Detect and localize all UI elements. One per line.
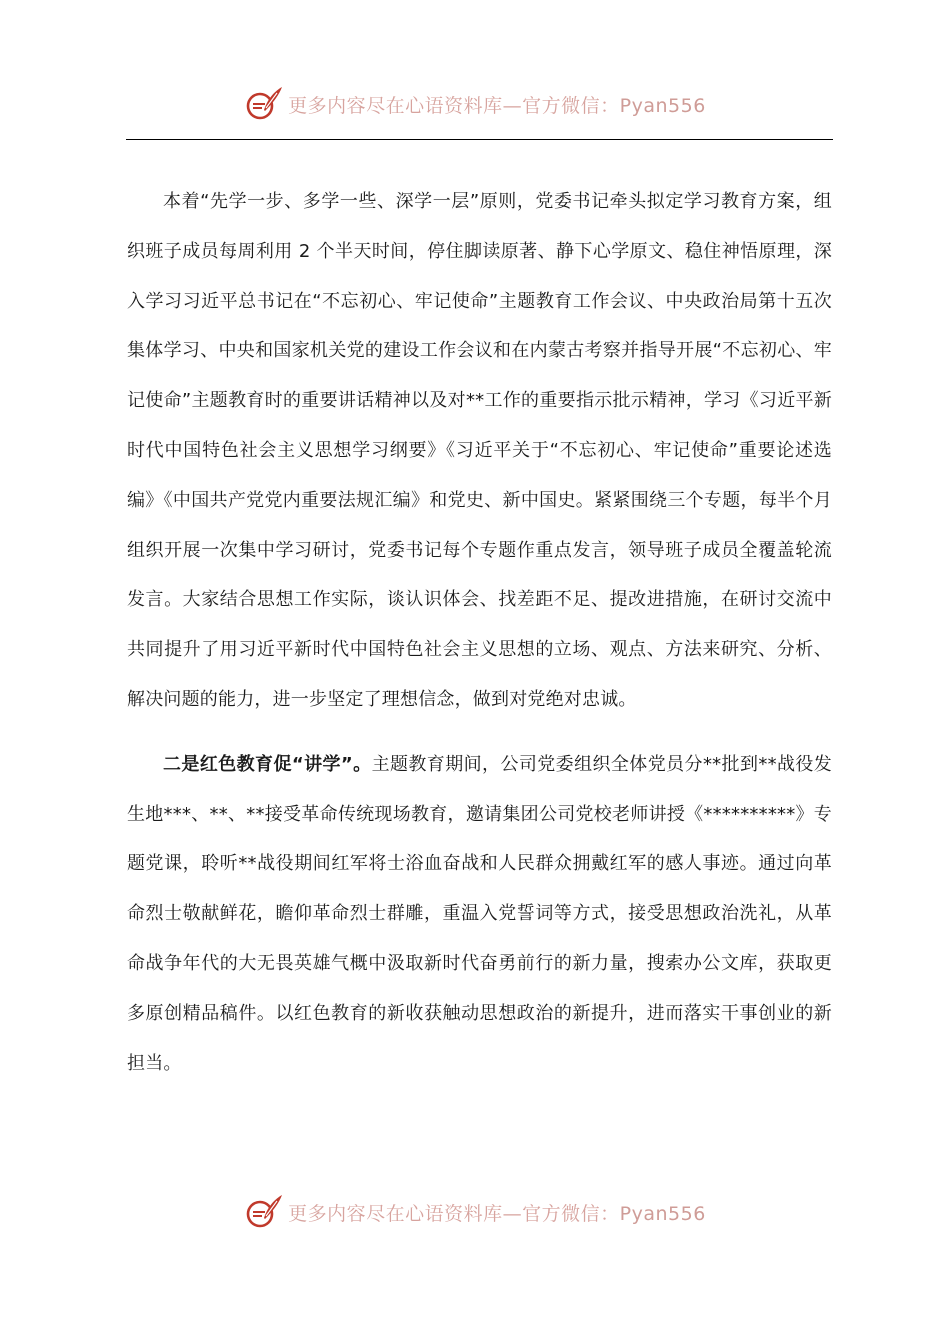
feather-pen-icon	[244, 84, 284, 124]
paragraph-text: 主题教育期间，公司党委组织全体党员分**批到**战役发生地***、**、**接受革命传统现场教育，邀请集团公司党校老师讲授《**********》专题党课，聆听**战役期间红军将士浴血奋战和人民群众拥戴红军的感人事迹。通过向革命烈士敬献鲜花，瞻仰革命烈士群雕，重温入党誓词等方式，接受思想政治洗礼，从革命战争年代的大无畏英雄气概中汲取新时代奋勇前行的新力量，搜索办公文库，获取更多原创精品稿件。以红色教育的新收获触动思想政治的新提升，进而落实干事创业的新担当。	[127, 753, 832, 1074]
header-banner-label: 更多内容尽在心语资料库—官方微信：	[288, 94, 620, 117]
footer-banner	[0, 1190, 950, 1234]
header-banner	[0, 82, 950, 126]
footer-banner-label: 更多内容尽在心语资料库—官方微信：	[288, 1202, 620, 1225]
document-body	[127, 177, 832, 1088]
paragraph-lead-heading: 二是红色教育促“讲学”。	[163, 753, 372, 775]
footer-banner-text	[288, 1199, 706, 1226]
paragraph-text: 本着“先学一步、多学一些、深学一层”原则，党委书记牵头拟定学习教育方案，组织班子成员每周利用 2 个半天时间，停住脚读原著、静下心学原文、稳住神悟原理，深入学习习近平总书记在“不忘初心、牢记使命”主题教育工作会议、中央政治局第十五次集体学习、中央和国家机关党的建设工作会议和在内蒙古考察并指导开展“不忘初心、牢记使命”主题教育时的重要讲话精神以及对**工作的重要指示批示精神，学习《习近平新时代中国特色社会主义思想学习纲要》《习近平关于“不忘初心、牢记使命”重要论述选编》《中国共产党党内重要法规汇编》和党史、新中国史。紧紧围绕三个专题，每半个月组织开展一次集中学习研讨，党委书记每个专题作重点发言，领导班子成员全覆盖轮流发言。大家结合思想工作实际，谈认识体会、找差距不足、提改进措施，在研讨交流中共同提升了用习近平新时代中国特色社会主义思想的立场、观点、方法来研究、分析、解决问题的能力，进一步坚定了理想信念，做到对党绝对忠诚。	[127, 191, 832, 710]
paragraph-study-plan	[127, 177, 832, 725]
paragraph-red-education	[127, 740, 832, 1089]
footer-wechat-id: Pyan556	[619, 1202, 706, 1225]
header-wechat-id: Pyan556	[619, 94, 706, 117]
header-divider	[126, 139, 833, 140]
feather-pen-icon	[244, 1192, 284, 1232]
header-banner-text	[288, 91, 706, 118]
